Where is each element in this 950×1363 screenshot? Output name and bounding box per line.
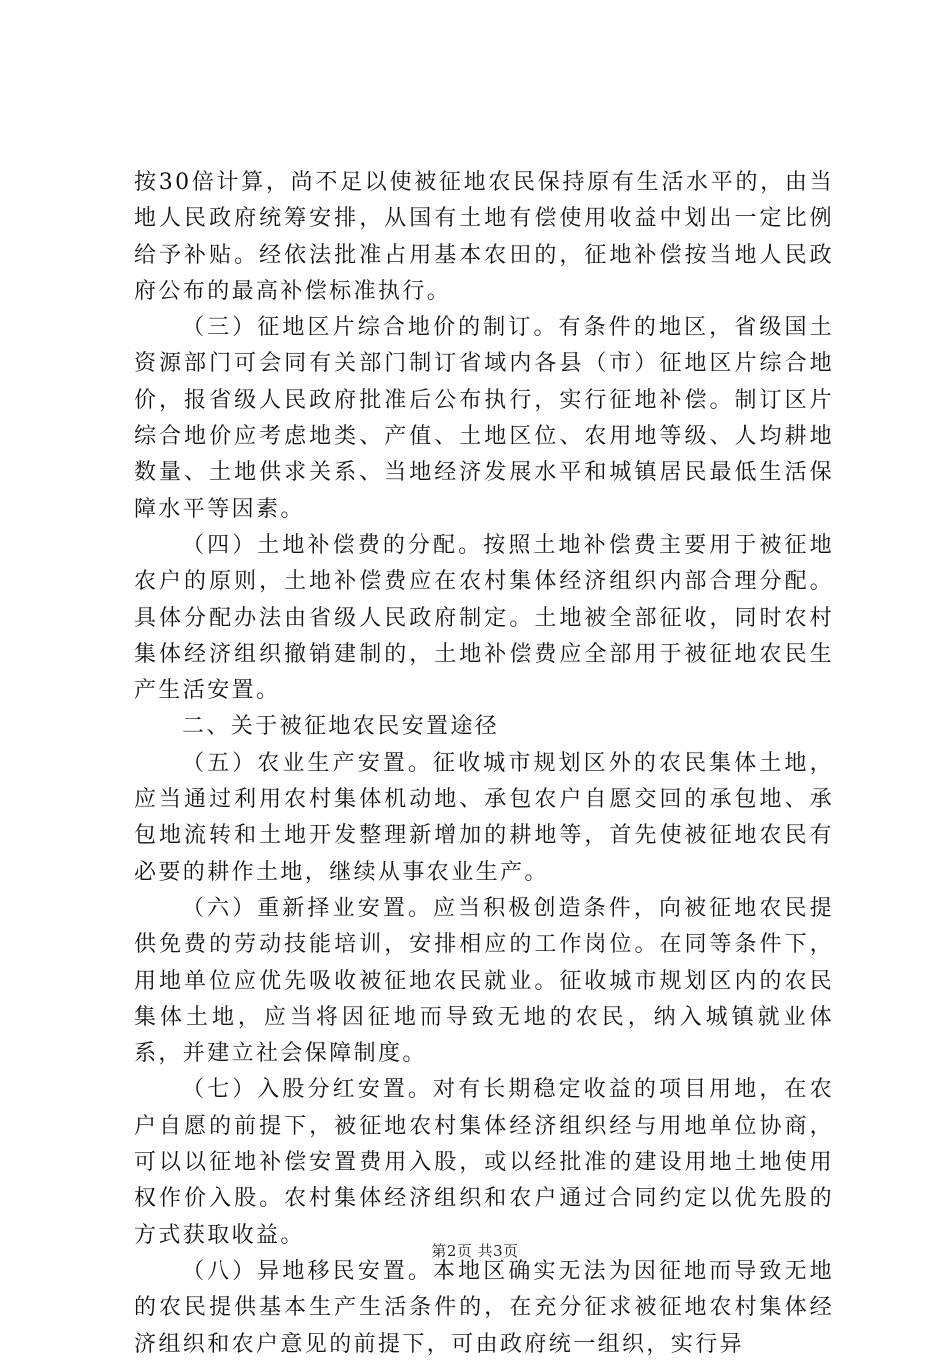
paragraph-item-5: （五）农业生产安置。征收城市规划区外的农民集体土地，应当通过利用农村集体机动地、承包农户自愿交回的承包地、承包地流转和土地开发整理新增加的耕地等，首先使被征地农民有必要的耕作土地，继续从事农业生产。 bbox=[134, 750, 834, 885]
paragraph-item-4: （四）土地补偿费的分配。按照土地补偿费主要用于被征地农户的原则，土地补偿费应在农村集体经济组织内部合理分配。具体分配办法由省级人民政府制定。土地被全部征收，同时农村集体经济组织撤销建制的，土地补偿费应全部用于被征地农民生产生活安置。 bbox=[134, 532, 834, 704]
paragraph-item-7: （七）入股分红安置。对有长期稳定收益的项目用地，在农户自愿的前提下，被征地农村集体经济组织经与用地单位协商，可以以征地补偿安置费用入股，或以经批准的建设用地土地使用权作价入股。农村集体经济组织和农户通过合同约定以优先股的方式获取收益。 bbox=[134, 1077, 834, 1248]
paragraph-continuation: 按30倍计算，尚不足以使被征地农民保持原有生活水平的，由当地人民政府统筹安排，从国有土地有偿使用收益中划出一定比例给予补贴。经依法批准占用基本农田的，征地补偿按当地人民政府公布的最高补偿标准执行。 bbox=[134, 170, 834, 304]
section-heading: 二、关于被征地农民安置途径 bbox=[182, 714, 500, 740]
paragraph-item-8: （八）异地移民安置。本地区确实无法为因征地而导致无地的农民提供基本生产生活条件的，在充分征求被征地农村集体经济组织和农户意见的前提下，可由政府统一组织，实行异 bbox=[134, 1258, 834, 1357]
paragraph-item-6: （六）重新择业安置。应当积极创造条件，向被征地农民提供免费的劳动技能培训，安排相应的工作岗位。在同等条件下，用地单位应优先吸收被征地农民就业。征收城市规划区内的农民集体土地，应当将因征地而导致无地的农民，纳入城镇就业体系，并建立社会保障制度。 bbox=[134, 895, 834, 1067]
paragraph-item-3: （三）征地区片综合地价的制订。有条件的地区，省级国土资源部门可会同有关部门制订省域内各县（市）征地区片综合地价，报省级人民政府批准后公布执行，实行征地补偿。制订区片综合地价应考虑地类、产值、土地区位、农用地等级、人均耕地数量、土地供求关系、当地经济发展水平和城镇居民最低生活保障水平等因素。 bbox=[134, 315, 834, 522]
document-body bbox=[134, 165, 834, 1363]
page-footer: 第2页 共3页 bbox=[431, 1242, 519, 1260]
